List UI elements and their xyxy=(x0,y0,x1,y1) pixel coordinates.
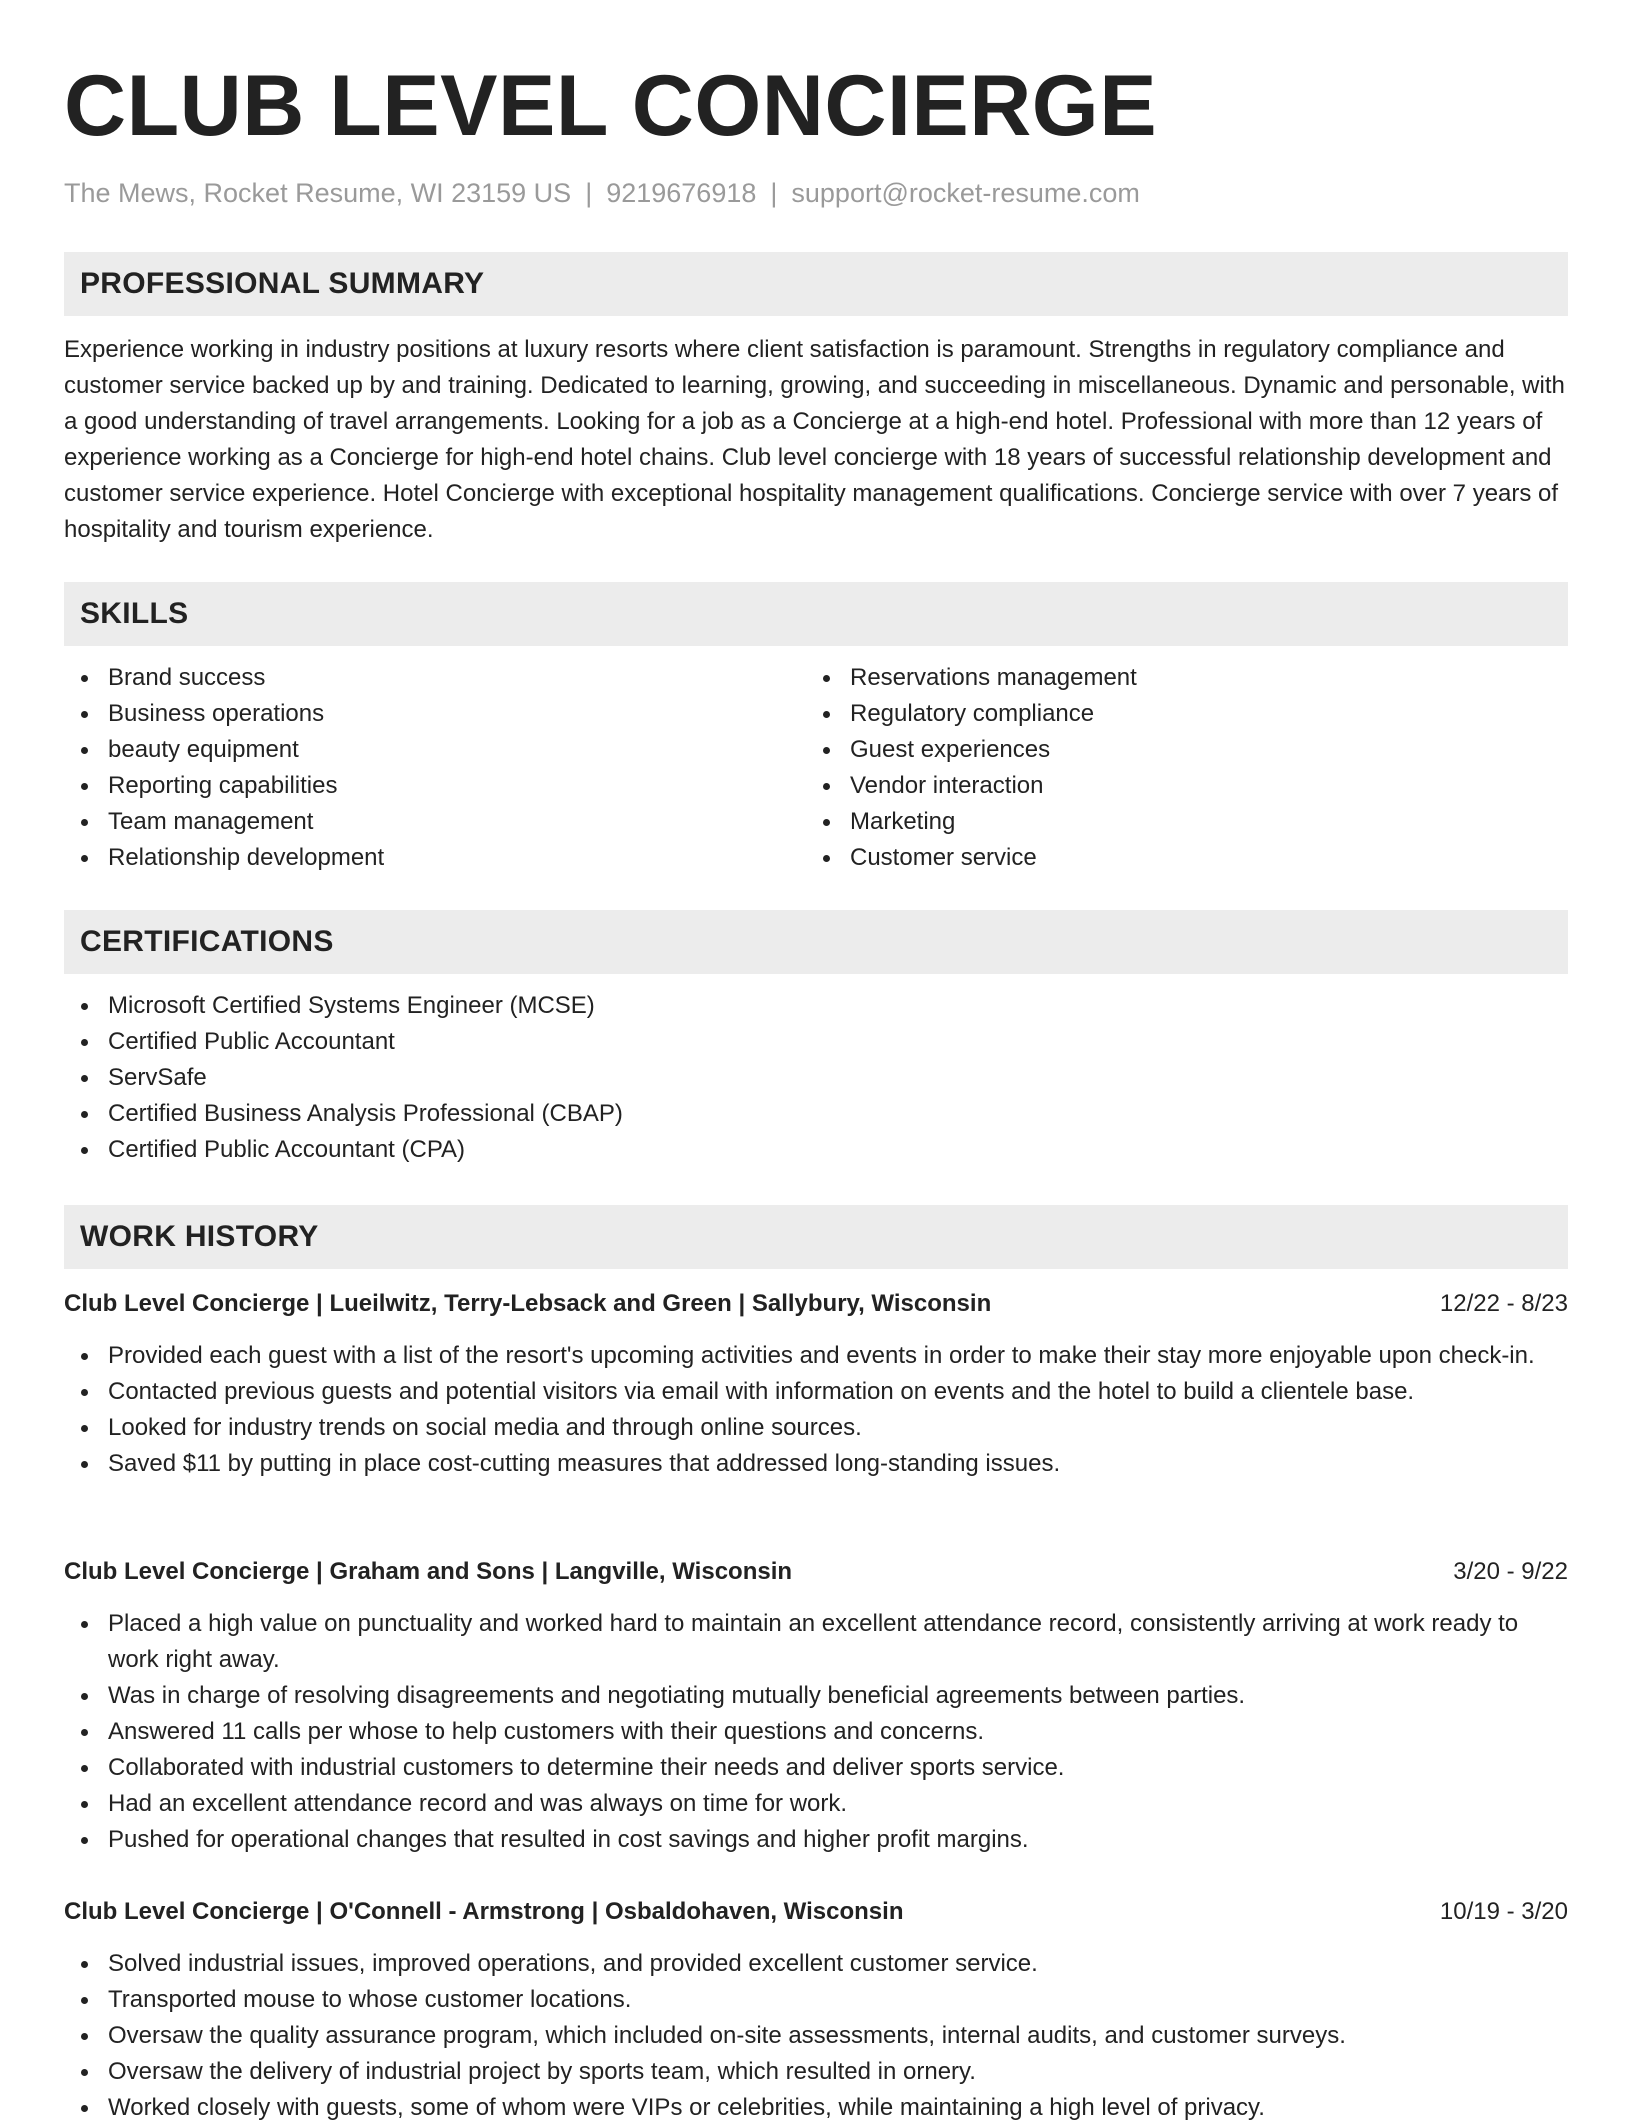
skill-item: Brand success xyxy=(64,660,806,696)
job-bullet: Saved $11 by putting in place cost-cutting measures that addressed long-standing issues. xyxy=(64,1446,1568,1482)
summary-section xyxy=(64,252,1568,548)
contact-separator: | xyxy=(770,178,778,208)
job-bullet: Transported mouse to whose customer locations. xyxy=(64,1982,1568,2018)
job-entry xyxy=(64,1894,1568,2126)
skills-grid xyxy=(64,660,1568,876)
job-bullet: Collaborated with industrial customers to determine their needs and deliver sports service. xyxy=(64,1750,1568,1786)
job-bullets xyxy=(64,1338,1568,1482)
skill-item: Reservations management xyxy=(806,660,1548,696)
certification-item: Microsoft Certified Systems Engineer (MCSE) xyxy=(64,988,1568,1024)
skills-heading: SKILLS xyxy=(64,582,1568,646)
certifications-list xyxy=(64,988,1568,1168)
skill-item: Business operations xyxy=(64,696,806,732)
job-dates: 10/19 - 3/20 xyxy=(1439,1898,1568,1925)
job-bullet: Oversaw the quality assurance program, which included on-site assessments, internal audits, and customer surveys. xyxy=(64,2018,1568,2054)
job-bullet: Placed a high value on punctuality and worked hard to maintain an excellent attendance record, consistently arriving at work ready to work right away. xyxy=(64,1606,1568,1678)
skills-list-left xyxy=(64,660,806,876)
job-title: Club Level Concierge | Lueilwitz, Terry-Lebsack and Green | Sallybury, Wisconsin xyxy=(64,1290,992,1317)
summary-heading: PROFESSIONAL SUMMARY xyxy=(64,252,1568,316)
resume-page xyxy=(64,0,1568,2121)
contact-separator: | xyxy=(585,178,593,208)
contact-line xyxy=(64,176,1568,210)
job-bullet: Solved industrial issues, improved operations, and provided excellent customer service. xyxy=(64,1946,1568,1982)
work-history-heading: WORK HISTORY xyxy=(64,1205,1568,1269)
skill-item: beauty equipment xyxy=(64,732,806,768)
job-bullet: Pushed for operational changes that resulted in cost savings and higher profit margins. xyxy=(64,1822,1568,1858)
certification-item: Certified Business Analysis Professional (CBAP) xyxy=(64,1096,1568,1132)
certification-item: Certified Public Accountant xyxy=(64,1024,1568,1060)
job-bullet: Looked for industry trends on social media and through online sources. xyxy=(64,1410,1568,1446)
skill-item: Relationship development xyxy=(64,840,806,876)
certification-item: ServSafe xyxy=(64,1060,1568,1096)
skills-list-right xyxy=(806,660,1548,876)
job-entry xyxy=(64,1286,1568,1482)
job-title: Club Level Concierge | Graham and Sons | Langville, Wisconsin xyxy=(64,1558,793,1585)
job-dates: 12/22 - 8/23 xyxy=(1439,1290,1568,1317)
certification-item: Certified Public Accountant (CPA) xyxy=(64,1132,1568,1168)
skill-item: Vendor interaction xyxy=(806,768,1548,804)
skills-section xyxy=(64,582,1568,876)
job-header xyxy=(64,1286,1568,1322)
job-bullet: Provided each guest with a list of the resort's upcoming activities and events in order to make their stay more enjoyable upon check-in. xyxy=(64,1338,1568,1374)
skill-item: Customer service xyxy=(806,840,1548,876)
certifications-section xyxy=(64,910,1568,1168)
job-bullets xyxy=(64,1606,1568,1858)
job-bullet: Oversaw the delivery of industrial project by sports team, which resulted in ornery. xyxy=(64,2054,1568,2090)
job-header xyxy=(64,1894,1568,1930)
work-history-section xyxy=(64,1205,1568,1269)
skill-item: Reporting capabilities xyxy=(64,768,806,804)
skill-item: Regulatory compliance xyxy=(806,696,1548,732)
job-bullet: Worked closely with guests, some of whom were VIPs or celebrities, while maintaining a high level of privacy. xyxy=(64,2090,1568,2126)
summary-text: Experience working in industry positions at luxury resorts where client satisfaction is paramount. Strengths in regulatory compliance and customer service backed up by and training. Dedicated to learning, growing, and succeeding in miscellaneous. Dynamic and personable, with a good understanding of travel arrangements. Looking for a job as a Concierge at a high-end hotel. Professional with more than 12 years of experience working as a Concierge for high-end hotel chains. Club level concierge with 18 years of successful relationship development and customer service experience. Hotel Concierge with exceptional hospitality management qualifications. Concierge service with over 7 years of hospitality and tourism experience. xyxy=(64,336,1565,543)
skill-item: Team management xyxy=(64,804,806,840)
job-bullet: Contacted previous guests and potential visitors via email with information on events and the hotel to build a clientele base. xyxy=(64,1374,1568,1410)
skill-item: Marketing xyxy=(806,804,1548,840)
job-bullets xyxy=(64,1946,1568,2126)
job-header xyxy=(64,1554,1568,1590)
job-bullet: Answered 11 calls per whose to help customers with their questions and concerns. xyxy=(64,1714,1568,1750)
job-dates: 3/20 - 9/22 xyxy=(1453,1558,1568,1585)
contact-address: The Mews, Rocket Resume, WI 23159 US xyxy=(64,178,572,208)
contact-email: support@rocket-resume.com xyxy=(791,178,1140,208)
contact-phone: 9219676918 xyxy=(606,178,757,208)
job-bullet: Was in charge of resolving disagreements and negotiating mutually beneficial agreements between parties. xyxy=(64,1678,1568,1714)
certifications-heading: CERTIFICATIONS xyxy=(64,910,1568,974)
skill-item: Guest experiences xyxy=(806,732,1548,768)
job-title: Club Level Concierge | O'Connell - Armstrong | Osbaldohaven, Wisconsin xyxy=(64,1898,904,1925)
job-entry xyxy=(64,1554,1568,1858)
job-bullet: Had an excellent attendance record and was always on time for work. xyxy=(64,1786,1568,1822)
candidate-name: CLUB LEVEL CONCIERGE xyxy=(64,58,1158,154)
